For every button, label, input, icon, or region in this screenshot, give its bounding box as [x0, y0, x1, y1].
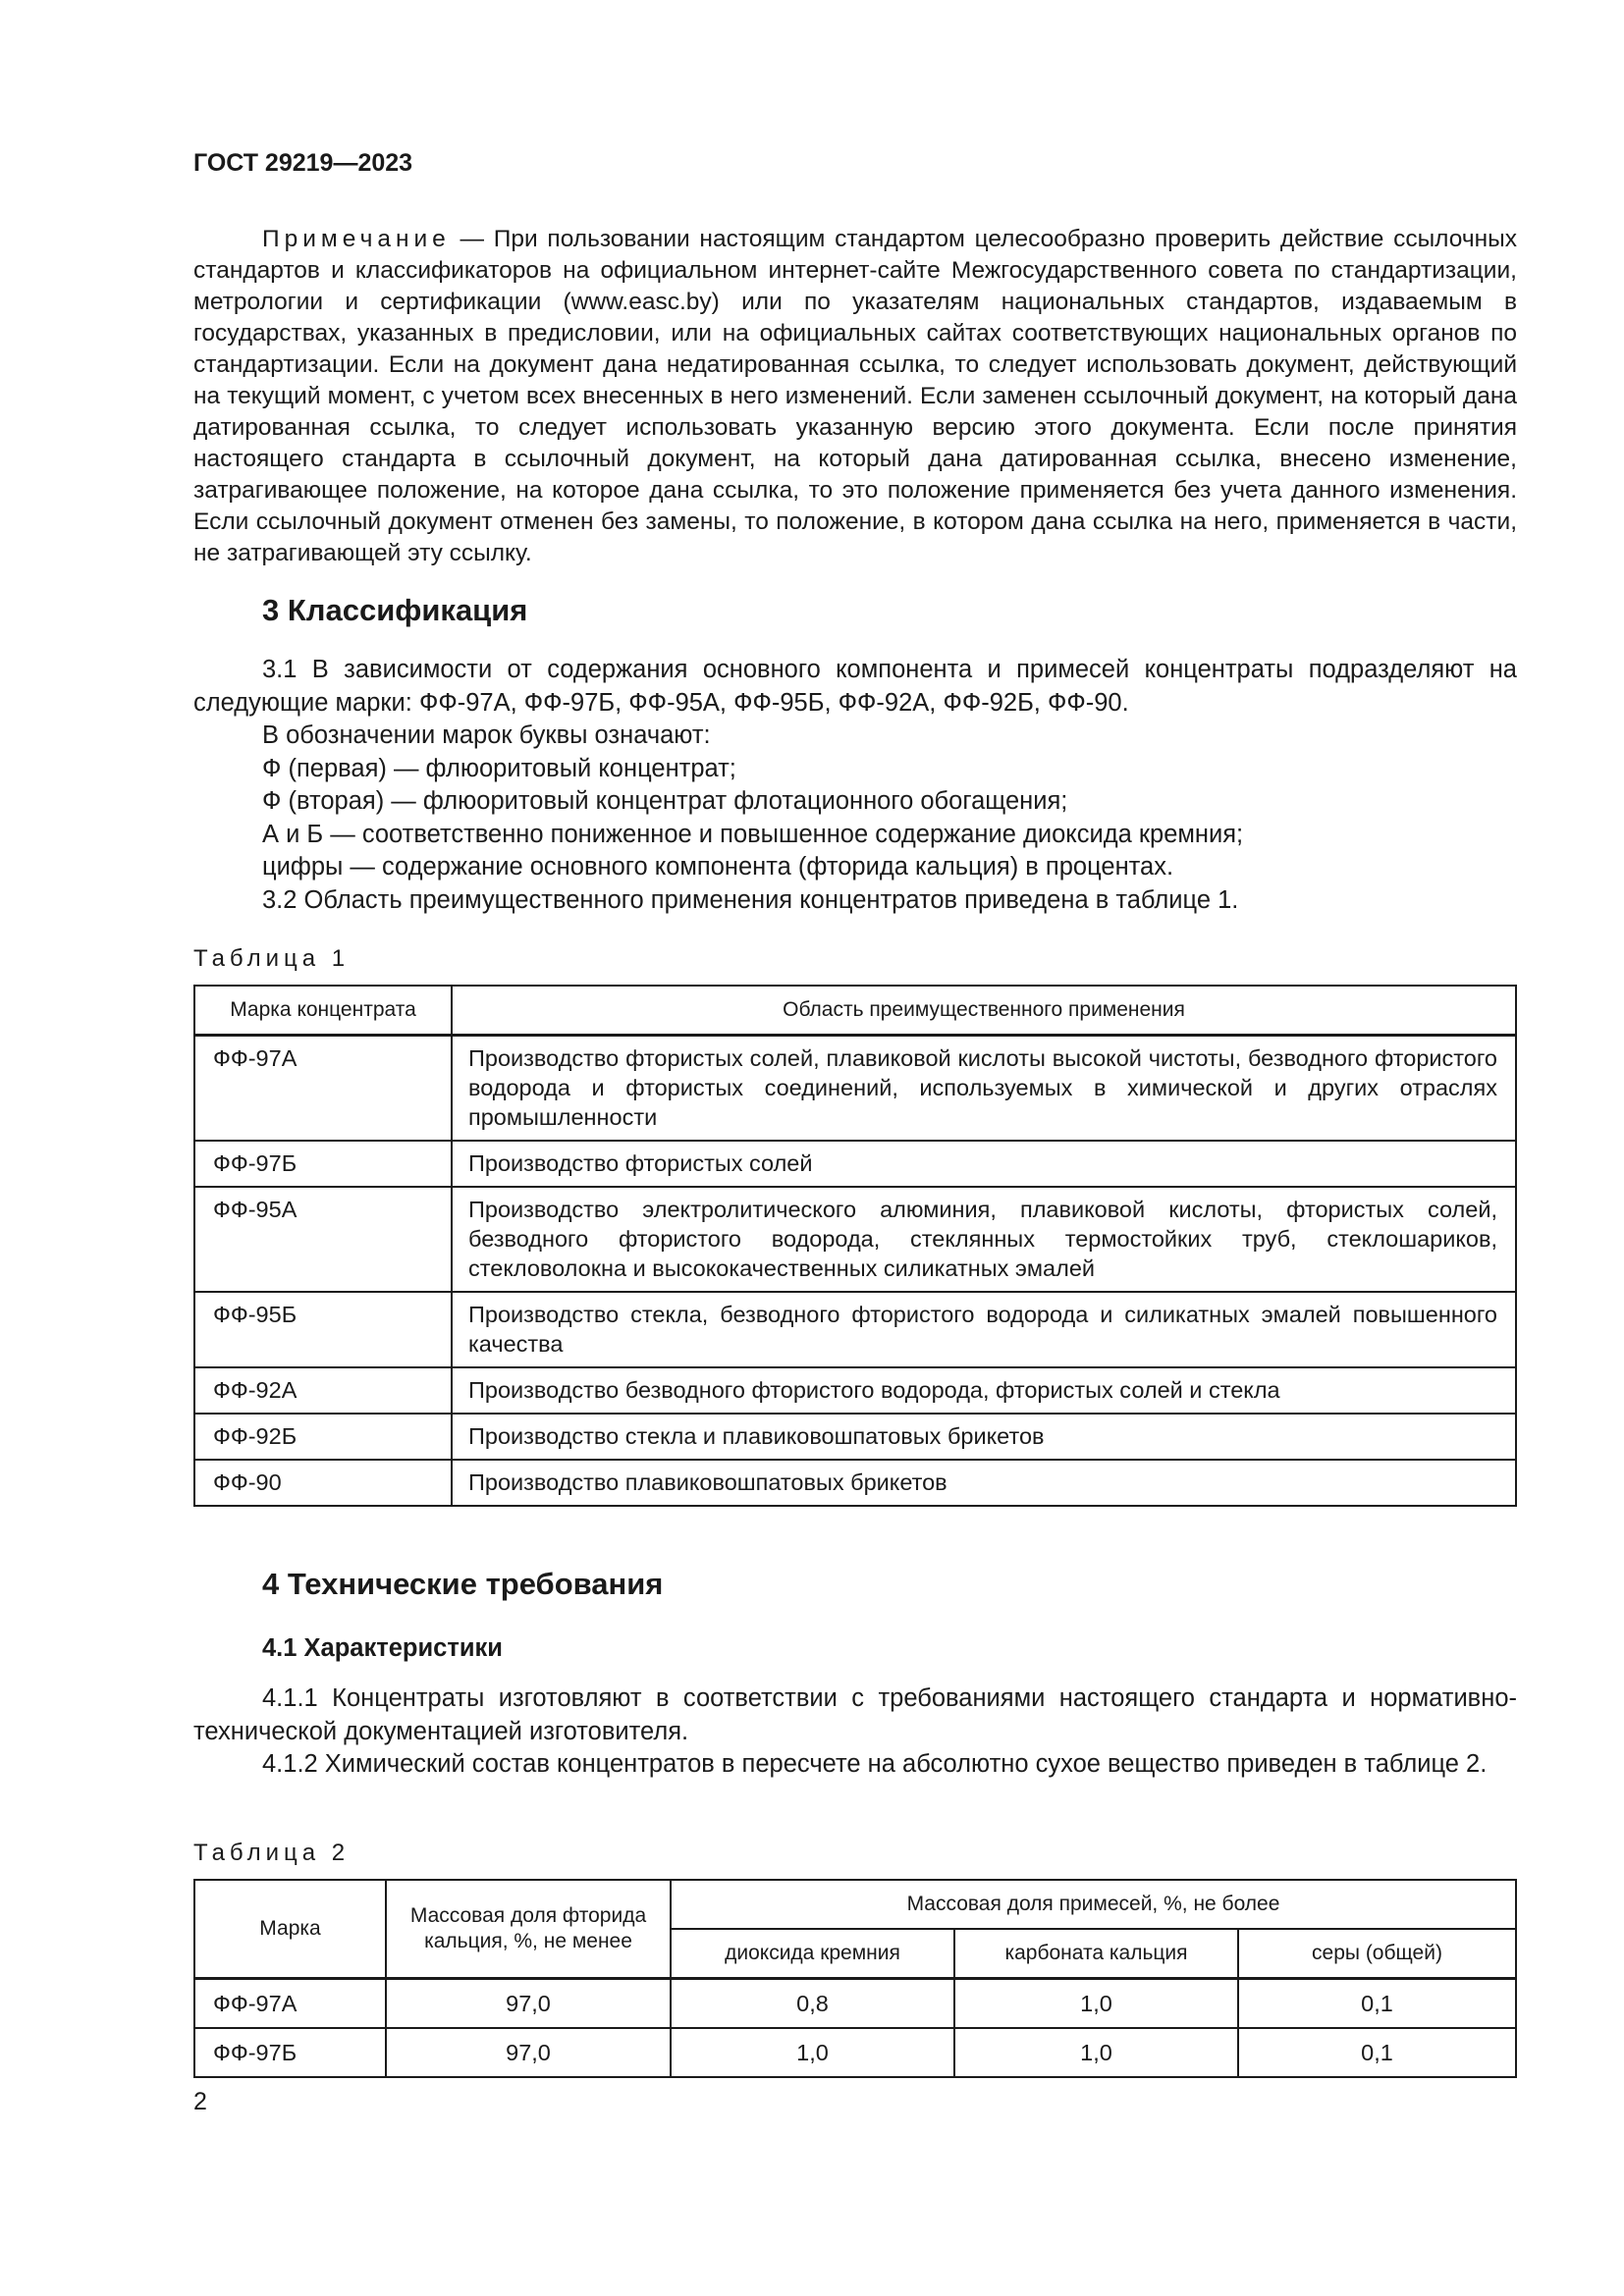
- document-header: ГОСТ 29219—2023: [193, 149, 413, 177]
- table-row: [194, 1036, 1516, 1142]
- application-cell: Производство стекла и плавиковошпатовых брикетов: [452, 1414, 1516, 1460]
- subsection-4-1-heading: 4.1 Характеристики: [262, 1634, 503, 1662]
- designation-list: [193, 720, 1517, 917]
- table-row: [194, 1460, 1516, 1506]
- reference-note: [193, 224, 1517, 569]
- paragraph-3-1: 3.1 В зависимости от содержания основного компонента и примесей концентраты подразделяют на следующие марки: ФФ-97А, ФФ-97Б, ФФ-95А, ФФ-95Б, ФФ-92А, ФФ-92Б, ФФ-90.: [193, 656, 1517, 717]
- mark-cell: ФФ-95А: [194, 1187, 452, 1292]
- application-cell: Производство фтористых солей, плавиковой кислоты высокой чистоты, безводного фтористого водорода и фтористых соединений, используемых в химической и других отраслях промышленности: [452, 1036, 1516, 1142]
- mark-cell: ФФ-97А: [194, 1036, 452, 1142]
- column-header: серы (общей): [1238, 1929, 1516, 1979]
- column-group-header: Массовая доля примесей, %, не более: [671, 1880, 1516, 1929]
- column-header: Массовая доля фторида кальция, %, не менее: [386, 1880, 671, 1979]
- note-label: Примечание: [262, 226, 451, 252]
- application-cell: Производство плавиковошпатовых брикетов: [452, 1460, 1516, 1506]
- table-row: [194, 1187, 1516, 1292]
- designation-line: Ф (первая) — флюоритовый концентрат;: [262, 754, 736, 782]
- paragraph-4-1-1: 4.1.1 Концентраты изготовляют в соответствии с требованиями настоящего стандарта и нормативно-технической документацией изготовителя.: [193, 1684, 1517, 1745]
- column-header: Марка: [194, 1880, 386, 1979]
- application-cell: Производство безводного фтористого водорода, фтористых солей и стекла: [452, 1367, 1516, 1414]
- table-row: [194, 1292, 1516, 1367]
- mark-cell: ФФ-90: [194, 1460, 452, 1506]
- mark-cell: ФФ-92А: [194, 1367, 452, 1414]
- page-number: 2: [193, 2088, 207, 2115]
- note-text: — При пользовании настоящим стандартом целесообразно проверить действие ссылочных стандартов и классификаторов на официальном интернет-сайте Межгосударственного совета по стандартизации, метрологии и сертификации (www.easc.by) или по указателям национальных стандартов, издаваемым в государствах, указанных в предисловии, или на официальных сайтах соответствующих национальных органов по стандартизации. Если на документ дана недатированная ссылка, то следует использовать документ, действующий на текущий момент, с учетом всех внесенных в него изменений. Если заменен ссылочный документ, на который дана датированная ссылка, то следует использовать указанную версию этого документа. Если после принятия настоящего стандарта в ссылочный документ, на который дана датированная ссылка, внесено изменение, затрагивающее положение, на которое дана ссылка, то это положение применяется без учета данного изменения. Если ссылочный документ отменен без замены, то положение, в котором дана ссылка на него, применяется в части, не затрагивающей эту ссылку.: [193, 226, 1517, 566]
- designation-line: цифры — содержание основного компонента (фторида кальция) в процентах.: [262, 853, 1174, 881]
- value-cell: 97,0: [386, 2028, 671, 2077]
- value-cell: 0,1: [1238, 2028, 1516, 2077]
- designation-line: В обозначении марок буквы означают:: [262, 721, 711, 749]
- value-cell: 0,1: [1238, 1979, 1516, 2029]
- application-cell: Производство стекла, безводного фтористого водорода и силикатных эмалей повышенного качества: [452, 1292, 1516, 1367]
- value-cell: 97,0: [386, 1979, 671, 2029]
- column-header: Марка концентрата: [194, 986, 452, 1036]
- designation-line: Ф (вторая) — флюоритовый концентрат флотационного обогащения;: [262, 787, 1068, 815]
- value-cell: 1,0: [671, 2028, 954, 2077]
- mark-cell: ФФ-97Б: [194, 2028, 386, 2077]
- paragraph-4-1-2: 4.1.2 Химический состав концентратов в пересчете на абсолютно сухое вещество приведен в таблице 2.: [262, 1750, 1488, 1778]
- value-cell: 0,8: [671, 1979, 954, 2029]
- section-3-body: [193, 654, 1517, 917]
- column-header: диоксида кремния: [671, 1929, 954, 1979]
- mark-cell: ФФ-92Б: [194, 1414, 452, 1460]
- table-row: [194, 1414, 1516, 1460]
- table-header-row: [194, 986, 1516, 1036]
- table-1: [193, 985, 1517, 1507]
- mark-cell: ФФ-97Б: [194, 1141, 452, 1187]
- table-header-row: [194, 1880, 1516, 1929]
- column-header: карбоната кальция: [954, 1929, 1238, 1979]
- value-cell: 1,0: [954, 1979, 1238, 2029]
- value-cell: 1,0: [954, 2028, 1238, 2077]
- table-row: [194, 1141, 1516, 1187]
- section-3-heading: 3 Классификация: [262, 593, 528, 627]
- table-2: [193, 1879, 1517, 2078]
- table-row: [194, 1367, 1516, 1414]
- table-2-caption: Таблица 2: [193, 1840, 351, 1866]
- paragraph-3-2: 3.2 Область преимущественного применения концентратов приведена в таблице 1.: [262, 885, 1239, 914]
- table-row: [194, 1979, 1516, 2029]
- table-1-caption: Таблица 1: [193, 945, 351, 972]
- table-row: [194, 2028, 1516, 2077]
- application-cell: Производство электролитического алюминия, плавиковой кислоты, фтористых солей, безводного фтористого водорода, стеклянных термостойких труб, стеклошариков, стекловолокна и высококачественных силикатных эмалей: [452, 1187, 1516, 1292]
- application-cell: Производство фтористых солей: [452, 1141, 1516, 1187]
- section-4-heading: 4 Технические требования: [262, 1567, 664, 1601]
- designation-line: А и Б — соответственно пониженное и повышенное содержание диоксида кремния;: [262, 820, 1244, 848]
- section-4-body: [193, 1682, 1517, 1782]
- mark-cell: ФФ-97А: [194, 1979, 386, 2029]
- mark-cell: ФФ-95Б: [194, 1292, 452, 1367]
- column-header: Область преимущественного применения: [452, 986, 1516, 1036]
